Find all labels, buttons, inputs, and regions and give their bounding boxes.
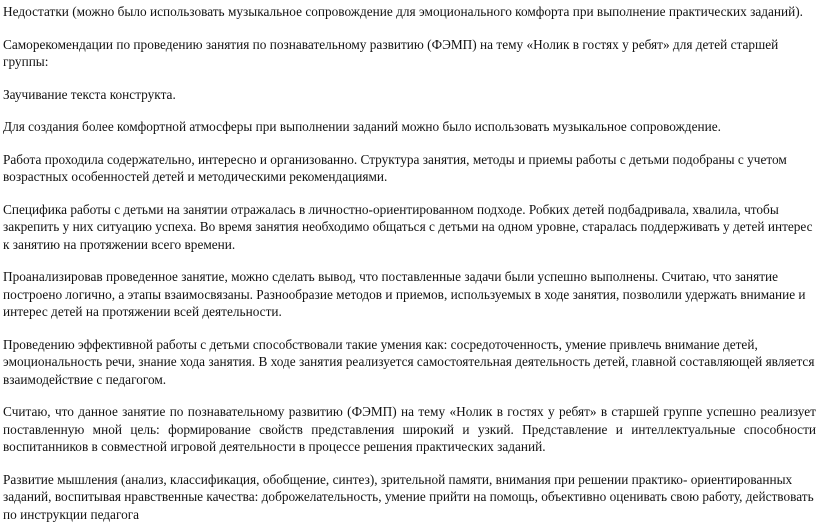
paragraph-work-structure: Работа проходила содержательно, интересно и организованно. Структура занятия, методы и приемы работы с детьми подобраны с учетом возрастных особенностей детей и методическими рекомендациями. (3, 151, 816, 186)
paragraph-shortcomings: Недостатки (можно было использовать музыкальное сопровождение для эмоционального комфорта при выполнение практических заданий). (3, 3, 816, 21)
paragraph-memorization: Заучивание текста конструкта. (3, 86, 816, 104)
paragraph-atmosphere: Для создания более комфортной атмосферы при выполнении заданий можно было использовать музыкальное сопровождение. (3, 118, 816, 136)
paragraph-effective-work: Проведению эффективной работы с детьми способствовали такие умения как: сосредоточенность, умение привлечь внимание детей, эмоциональность речи, знание хода занятия. В ходе занятия реализуется самостоятельная деятельность детей, главной составляющей является взаимодействие с педагогом. (3, 336, 816, 389)
paragraph-conclusion: Считаю, что данное занятие по познавательному развитию (ФЭМП) на тему «Нолик в гостях у ребят» в старшей группе успешно реализует поставленную мной цель: формирование свойств представления широкий и узкий. Представление и интеллектуальные способности воспитанников в совместной игровой деятельности в процессе решения практических заданий. (3, 403, 816, 456)
paragraph-specifics: Специфика работы с детьми на занятии отражалась в личностно-ориентированном подходе. Робких детей подбадривала, хвалила, чтобы закрепить у них ситуацию успеха. Во время занятия необходимо общаться с детьми на одном уровне, старалась поддерживать у детей интерес к занятию на протяжении всего времени. (3, 201, 816, 254)
paragraph-development: Развитие мышления (анализ, классификация, обобщение, синтез), зрительной памяти, внимания при решении практико- ориентированных заданий, воспитывая нравственные качества: доброжелательность, умение прийти на помощь, объективно оценивать свою работу, действовать по инструкции педагога (3, 471, 816, 523)
paragraph-self-recommendations: Саморекомендации по проведению занятия по познавательному развитию (ФЭМП) на тему «Нолик в гостях у ребят» для детей старшей группы: (3, 36, 816, 71)
paragraph-analysis: Проанализировав проведенное занятие, можно сделать вывод, что поставленные задачи были успешно выполнены. Считаю, что занятие построено логично, а этапы взаимосвязаны. Разнообразие методов и приемов, используемых в ходе занятия, позволили удержать внимание и интерес детей на протяжении всей деятельности. (3, 268, 816, 321)
